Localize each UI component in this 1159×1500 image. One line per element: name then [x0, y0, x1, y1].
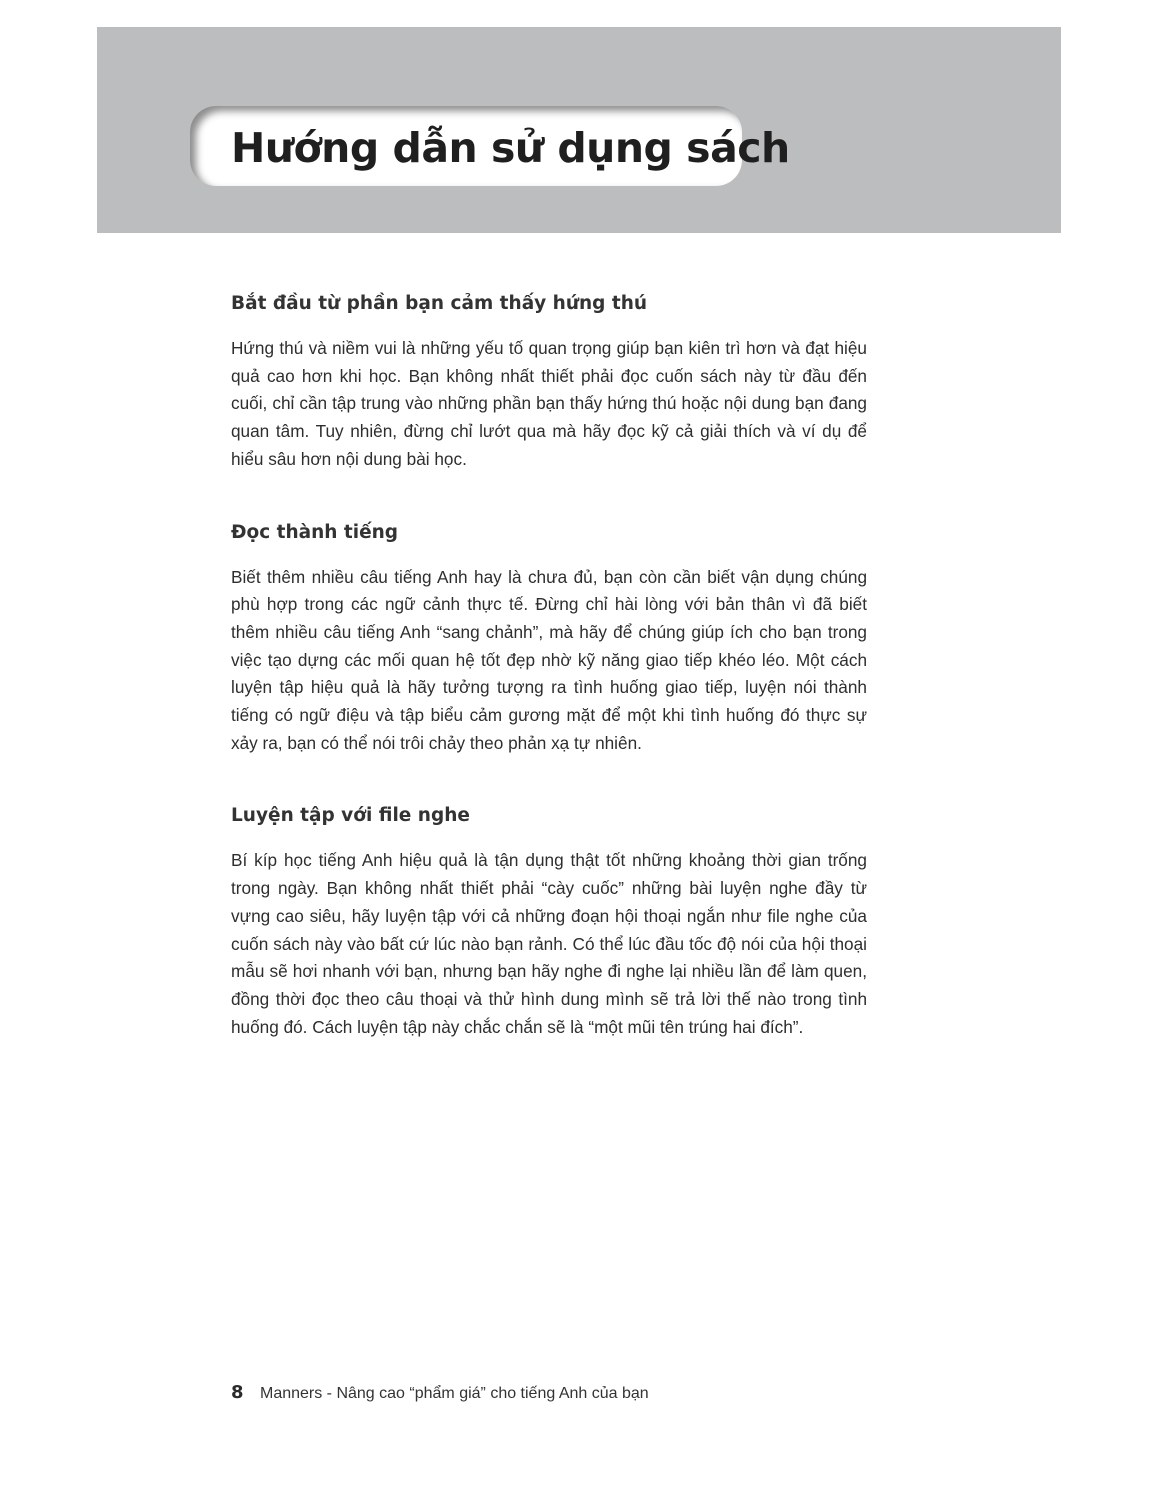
section-start-with-interest — [231, 290, 867, 474]
page-title: Hướng dẫn sử dụng sách — [231, 124, 790, 172]
section-read-aloud — [231, 519, 867, 758]
section-body: Hứng thú và niềm vui là những yếu tố quan trọng giúp bạn kiên trì hơn và đạt hiệu quả cao hơn khi học. Bạn không nhất thiết phải đọc cuốn sách này từ đầu đến cuối, chỉ cần tập trung vào những phần bạn thấy hứng thú hoặc nội dung bạn đang quan tâm. Tuy nhiên, đừng chỉ lướt qua mà hãy đọc kỹ cả giải thích và ví dụ để hiểu sâu hơn nội dung bài học. — [231, 338, 867, 469]
section-heading: Luyện tập với file nghe — [231, 805, 470, 827]
page-number: 8 — [231, 1382, 244, 1403]
section-body: Bí kíp học tiếng Anh hiệu quả là tận dụng thật tốt những khoảng thời gian trống trong ngày. Bạn không nhất thiết phải “cày cuốc” những bài luyện nghe đầy từ vựng cao siêu, hãy luyện tập với cả những đoạn hội thoại ngắn như file nghe của cuốn sách này vào bất cứ lúc nào bạn rảnh. Có thể lúc đầu tốc độ nói của hội thoại mẫu sẽ hơi nhanh với bạn, nhưng bạn hãy nghe đi nghe lại nhiều lần để làm quen, đồng thời đọc theo câu thoại và thử hình dung mình sẽ trả lời thế nào trong tình huống đó. Cách luyện tập này chắc chắn sẽ là “một mũi tên trúng hai đích”. — [231, 850, 867, 1037]
running-title: Manners - Nâng cao “phẩm giá” cho tiếng Anh của bạn — [259, 1385, 649, 1402]
section-heading: Bắt đầu từ phần bạn cảm thấy hứng thú — [231, 293, 648, 314]
section-heading: Đọc thành tiếng — [231, 521, 399, 543]
content-area — [231, 290, 867, 1041]
section-body: Biết thêm nhiều câu tiếng Anh hay là chưa đủ, bạn còn cần biết vận dụng chúng phù hợp trong các ngữ cảnh thực tế. Đừng chỉ hài lòng với bản thân vì đã biết thêm nhiều câu tiếng Anh “sang chảnh”, mà hãy để chúng giúp ích cho bạn trong việc tạo dựng các mối quan hệ tốt đẹp nhờ kỹ năng giao tiếp khéo léo. Một cách luyện tập hiệu quả là hãy tưởng tượng ra tình huống giao tiếp, luyện nói thành tiếng có ngữ điệu và tập biểu cảm gương mặt để một khi tình huống đó thực sự xảy ra, bạn có thể nói trôi chảy theo phản xạ tự nhiên. — [231, 566, 867, 753]
section-listening-practice — [231, 802, 867, 1041]
page-footer — [231, 1382, 649, 1410]
